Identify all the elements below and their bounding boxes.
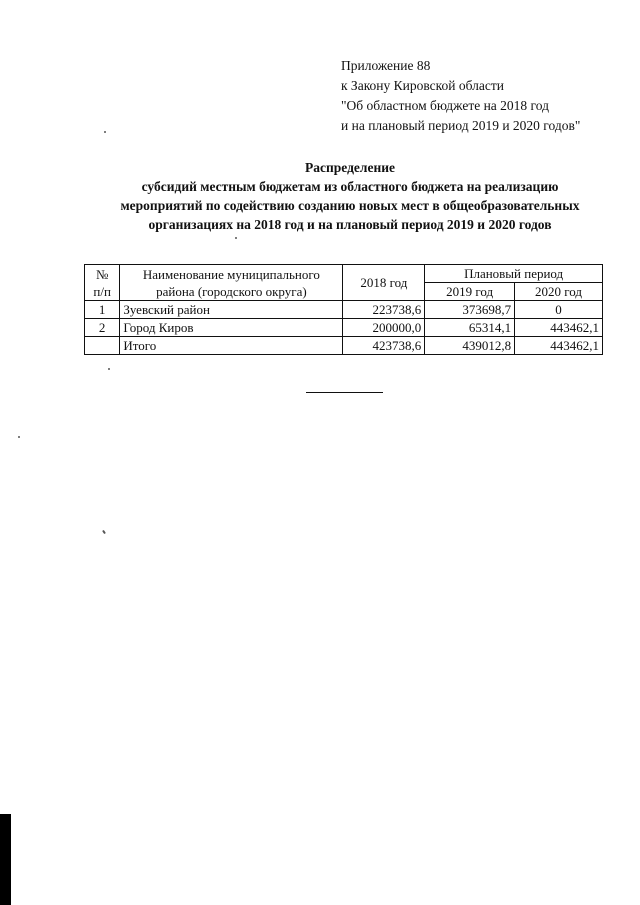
- appendix-law-reference: к Закону Кировской области: [341, 78, 505, 93]
- scan-edge-bar: [0, 814, 11, 905]
- table-total-row: [85, 337, 603, 355]
- scan-speck: [235, 237, 237, 239]
- header-municipality-line2: района (городского округа): [156, 283, 307, 299]
- title-line-3: мероприятий по содействию созданию новых мест в общеобразовательных: [120, 198, 580, 213]
- row-municipality: Город Киров: [120, 319, 343, 337]
- scan-speck: [18, 436, 20, 438]
- row-municipality: Зуевский район: [120, 301, 343, 319]
- row-value-2018: 200000,0: [343, 319, 425, 337]
- appendix-number: Приложение 88: [341, 58, 431, 73]
- header-number: [85, 265, 120, 301]
- row-value-2020: 443462,1: [515, 337, 603, 355]
- header-year-2019: 2019 год: [425, 283, 515, 301]
- header-municipality-line1: Наименование муниципального: [142, 266, 320, 282]
- scan-speck: [108, 368, 110, 370]
- row-number: 2: [85, 319, 120, 337]
- scan-speck: [104, 131, 106, 133]
- scan-speck: [102, 530, 106, 534]
- row-number: [85, 337, 120, 355]
- title-line-1: Распределение: [304, 160, 396, 175]
- row-value-2019: 439012,8: [425, 337, 515, 355]
- header-municipality: [120, 265, 343, 301]
- header-planned-period: Плановый период: [425, 265, 603, 283]
- table-row: [85, 301, 603, 319]
- table-header-row: [85, 265, 603, 283]
- appendix-law-period: и на плановый период 2019 и 2020 годов": [341, 118, 581, 133]
- row-value-2020: 0: [515, 301, 603, 319]
- row-municipality: Итого: [120, 337, 343, 355]
- row-value-2019: 373698,7: [425, 301, 515, 319]
- appendix-law-title: "Об областном бюджете на 2018 год: [341, 98, 549, 113]
- table-row: [85, 319, 603, 337]
- header-year-2020: 2020 год: [515, 283, 603, 301]
- header-number-symbol: №: [95, 266, 109, 282]
- end-rule: [306, 392, 383, 393]
- subsidy-distribution-table: [84, 264, 603, 355]
- document-title: [60, 158, 640, 234]
- row-value-2018: 423738,6: [343, 337, 425, 355]
- title-line-4: организациях на 2018 год и на плановый период 2019 и 2020 годов: [148, 217, 552, 232]
- header-year-2018: 2018 год: [343, 265, 425, 301]
- row-number: 1: [85, 301, 120, 319]
- appendix-header: [341, 56, 580, 136]
- row-value-2019: 65314,1: [425, 319, 515, 337]
- header-number-abbr: п/п: [93, 283, 111, 299]
- title-line-2: субсидий местным бюджетам из областного бюджета на реализацию: [141, 179, 559, 194]
- row-value-2018: 223738,6: [343, 301, 425, 319]
- row-value-2020: 443462,1: [515, 319, 603, 337]
